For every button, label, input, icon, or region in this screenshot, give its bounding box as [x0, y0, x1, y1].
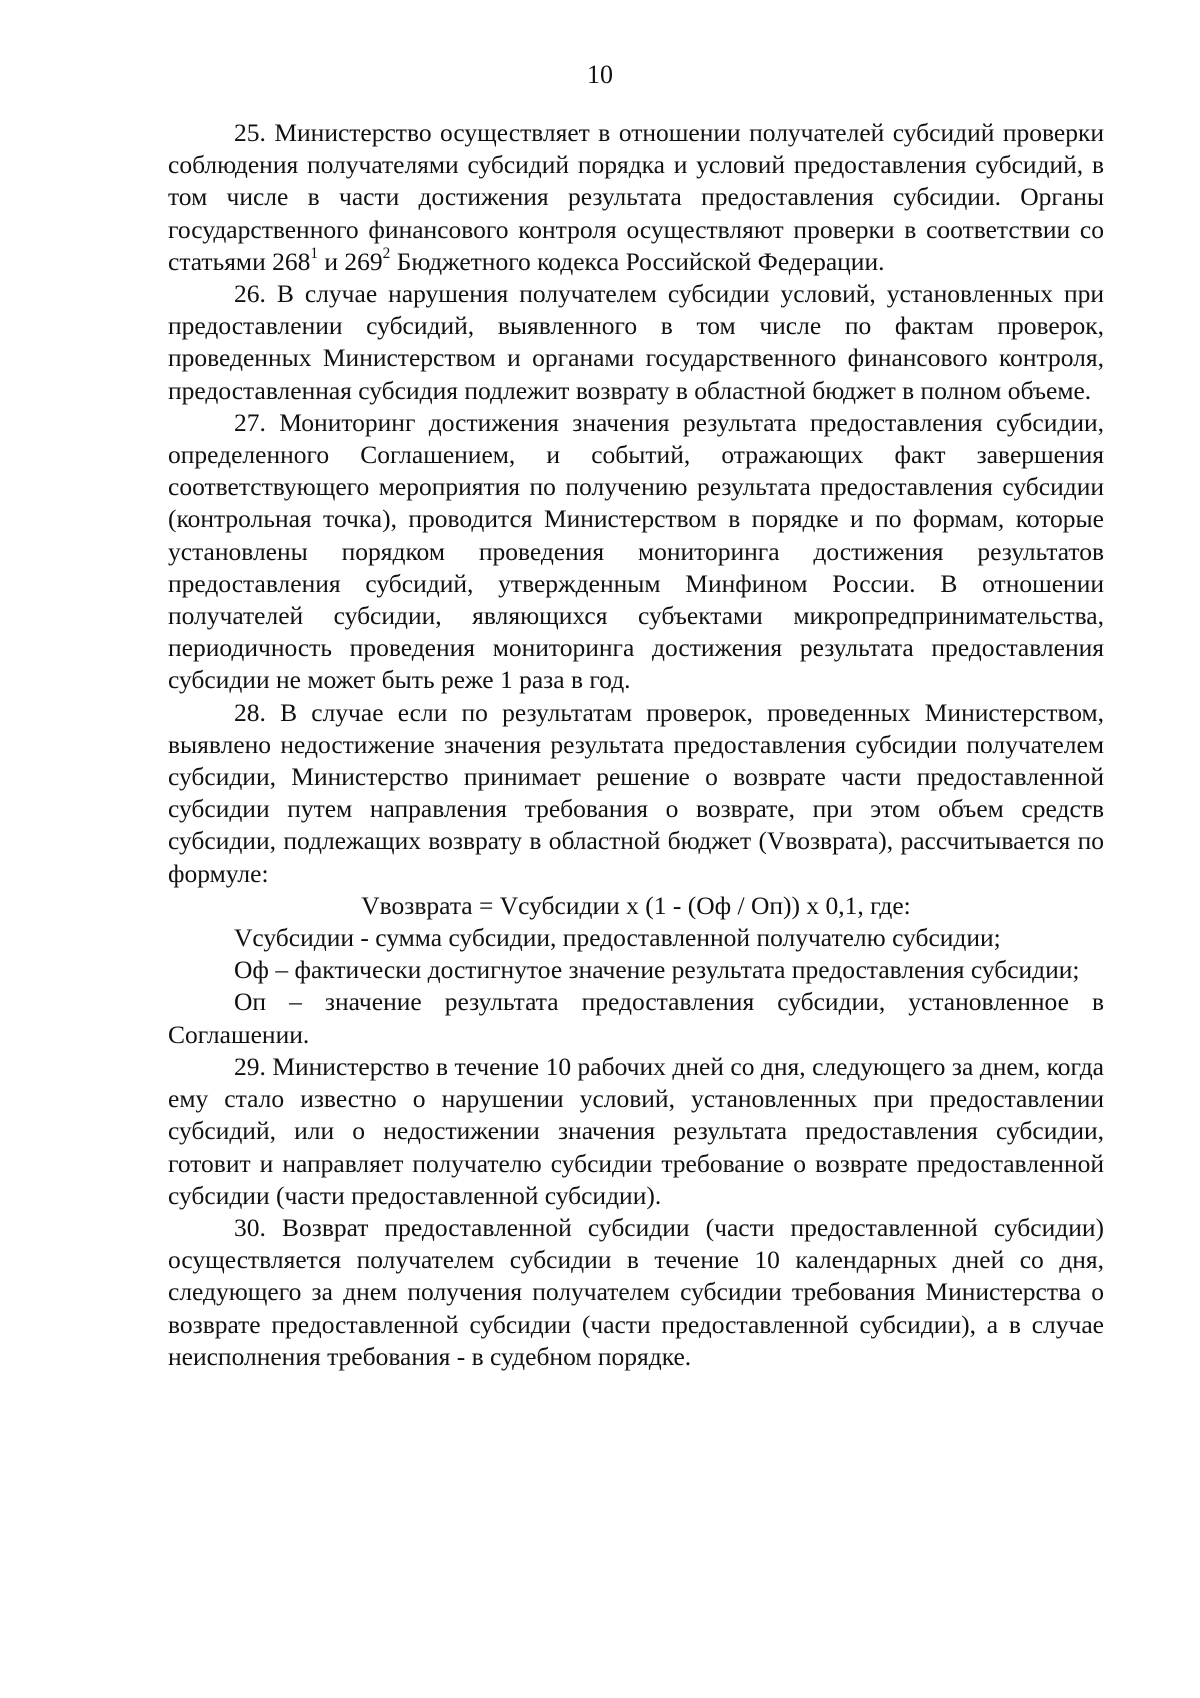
paragraph-29: 29. Министерство в течение 10 рабочих дней со дня, следующего за днем, когда ему стало известно о нарушении условий, установленных при предоставлении субсидий, или о недостижении значения результата предоставления субсидии, готовит и направляет получателю субсидии требование о возврате предоставленной субсидии (части предоставленной субсидии). [168, 1051, 1104, 1210]
paragraph-28: 28. В случае если по результатам проверок, проведенных Министерством, выявлено недостижение значения результата предоставления субсидии получателем субсидии, Министерство принимает решение о возврате части предоставленной субсидии путем направления требования о возврате, при этом объем средств субсидии, подлежащих возврату в областной бюджет (Vвозврата), рассчитывается по формуле: [168, 697, 1104, 888]
paragraph-26: 26. В случае нарушения получателем субсидии условий, установленных при предоставлении субсидий, выявленного в том числе по фактам проверок, проведенных Министерством и органами государственного финансового контроля, предоставленная субсидия подлежит возврату в областной бюджет в полном объеме. [168, 279, 1104, 405]
refund-formula: Vвозврата = Vсубсидии x (1 - (Оф / Оп)) x 0,1, где: [361, 890, 911, 920]
definition-op: Оп – значение результата предоставления субсидии, установленное в Соглашении. [168, 987, 1104, 1049]
paragraph-25-text-b: и 269 [318, 246, 383, 276]
footnote-superscript-1: 1 [310, 245, 318, 263]
paragraph-25-text-a: 25. Министерство осуществляет в отношении получателей субсидий проверки соблюдения получателями субсидий порядка и условий предоставления субсидий, в том числе в части достижения результата предоставления субсидии. Органы государственного финансового контроля осуществляют проверки в соответствии со статьями 268 [168, 118, 1104, 276]
footnote-superscript-2: 2 [382, 245, 391, 263]
page-number: 10 [587, 60, 613, 89]
paragraph-25-text-c: Бюджетного кодекса Российской Федерации. [390, 246, 885, 276]
document-body [168, 117, 1104, 1373]
definition-v-subsidy: Vсубсидии - сумма субсидии, предоставленной получателю субсидии; [234, 923, 1001, 953]
paragraph-30: 30. Возврат предоставленной субсидии (части предоставленной субсидии) осуществляется получателем субсидии в течение 10 календарных дней со дня, следующего за днем получения получателем субсидии требования Министерства о возврате предоставленной субсидии (части предоставленной субсидии), а в случае неисполнения требования - в судебном порядке. [168, 1212, 1104, 1371]
definition-of: Оф – фактически достигнутое значение результата предоставления субсидии; [234, 955, 1080, 985]
paragraph-27: 27. Мониторинг достижения значения результата предоставления субсидии, определенного Соглашением, и событий, отражающих факт завершения соответствующего мероприятия по получению результата предоставления субсидии (контрольная точка), проводится Министерством в порядке и по формам, которые установлены порядком проведения мониторинга достижения результатов предоставления субсидий, утвержденным Минфином России. В отношении получателей субсидии, являющихся субъектами микропредпринимательства, периодичность проведения мониторинга достижения результата предоставления субсидии не может быть реже 1 раза в год. [168, 407, 1104, 695]
paragraph-25 [168, 117, 1104, 278]
